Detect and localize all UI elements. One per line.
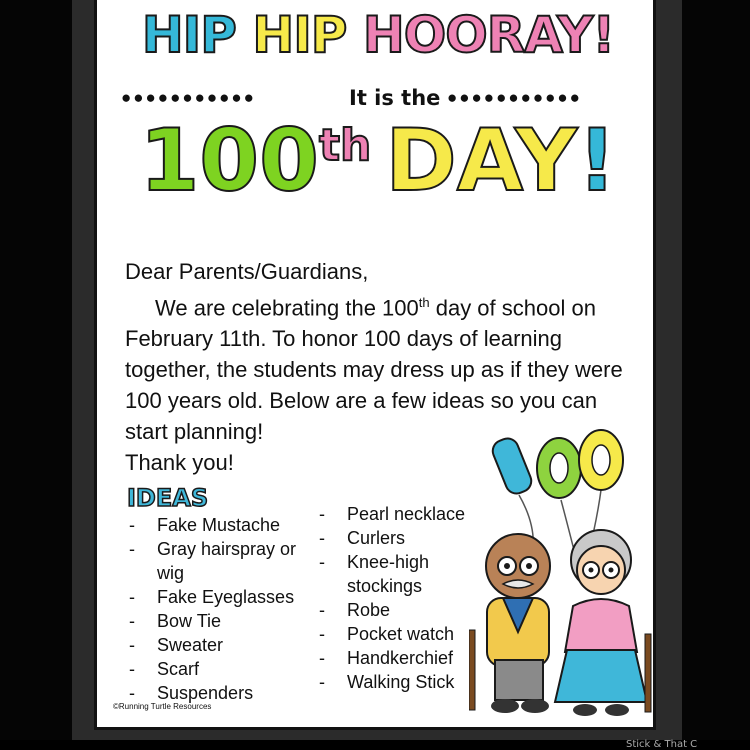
hundredth-day-headline [97, 111, 659, 211]
idea-item: - Knee-high stockings [317, 550, 487, 598]
letter-body-1: We are celebrating the 100 [155, 295, 419, 321]
idea-item: - Bow Tie [127, 609, 327, 633]
idea-item: - Handkerchief [317, 646, 487, 670]
balloon-1 [489, 435, 534, 497]
idea-item: - Fake Eyeglasses [127, 585, 327, 609]
balloon-3 [579, 430, 623, 490]
letter-closing: Thank you! [125, 450, 234, 476]
letter-body-2: day of school on February 11th. To honor 100 days of learning together, the students may dress up as if they were 100 years old. Below are a few ideas so you can start planning! [125, 295, 623, 445]
grandparents-illustration [469, 420, 659, 720]
headline-hip-hip-hooray [97, 6, 659, 64]
headline-hip-2: HIP [252, 6, 347, 64]
idea-item: - Robe [317, 598, 487, 622]
flyer-page [94, 0, 656, 730]
idea-item: - Scarf [127, 657, 327, 681]
dots-left: ●●●●●●●●●●● [121, 88, 256, 107]
grandpa-figure [469, 534, 550, 713]
watermark-text: Stick & That C [626, 739, 698, 750]
left-dark-margin [0, 0, 72, 750]
idea-item: - Pearl necklace [317, 502, 487, 526]
idea-item: - Gray hairspray or wig [127, 537, 327, 585]
headline-number: 100 [139, 111, 319, 211]
right-dark-margin [682, 0, 750, 750]
idea-item: - Curlers [317, 526, 487, 550]
it-is-the-text: It is the [349, 86, 441, 110]
ideas-title: IDEAS [127, 484, 209, 512]
headline-hooray: HOORAY! [362, 6, 615, 64]
dotted-divider [121, 86, 635, 110]
headline-suffix: th [318, 120, 372, 171]
idea-item: - Pocket watch [317, 622, 487, 646]
idea-item: - Sweater [127, 633, 327, 657]
idea-item: - Fake Mustache [127, 513, 327, 537]
headline-exclamation: ! [577, 111, 617, 211]
headline-hip-1: HIP [141, 6, 236, 64]
ideas-list-column-1 [127, 513, 327, 705]
grandma-figure [555, 530, 651, 716]
headline-day: DAY [385, 111, 578, 211]
letter-body-sup: th [418, 295, 430, 310]
idea-item: - Walking Stick [317, 670, 487, 694]
credit-text: ©Running Turtle Resources [113, 702, 212, 711]
balloon-2 [537, 438, 581, 498]
dots-right: ●●●●●●●●●●● [447, 88, 582, 107]
idea-item: - Suspenders [127, 681, 327, 705]
letter-greeting: Dear Parents/Guardians, [125, 259, 369, 284]
ideas-list-column-2 [317, 502, 487, 694]
